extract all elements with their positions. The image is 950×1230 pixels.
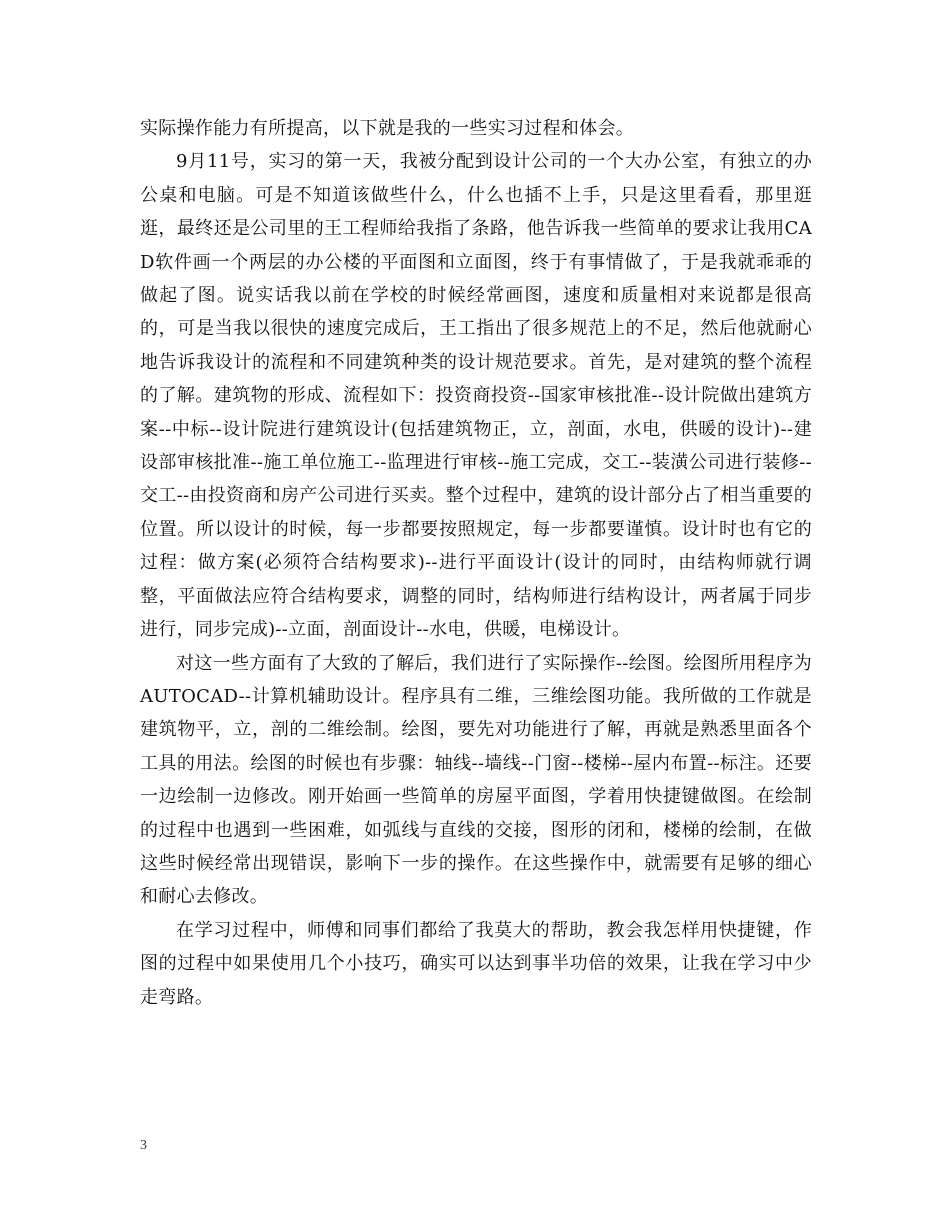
paragraph-1: 实际操作能力有所提高，以下就是我的一些实习过程和体会。 <box>140 118 635 139</box>
document-body <box>140 112 812 1014</box>
page-number: 3 <box>140 1138 147 1153</box>
paragraph-2: 9月11号，实习的第一天，我被分配到设计公司的一个大办公室，有独立的办公桌和电脑。可是不知道该做些什么，什么也插不上手，只是这里看看，那里逛逛，最终还是公司里的王工程师给我指了条路，他告诉我一些简单的要求让我用CAD软件画一个两层的办公楼的平面图和立面图，终于有事情做了，于是我就乖乖的做起了图。说实话我以前在学校的时候经常画图，速度和质量相对来说都是很高的，可是当我以很快的速度完成后，王工指出了很多规范上的不足，然后他就耐心地告诉我设计的流程和不同建筑种类的设计规范要求。首先，是对建筑的整个流程的了解。建筑物的形成、流程如下：投资商投资--国家审核批准--设计院做出建筑方案--中标--设计院进行建筑设计(包括建筑物正，立，剖面，水电，供暖的设计)--建设部审核批准--施工单位施工--监理进行审核--施工完成，交工--装潢公司进行装修--交工--由投资商和房产公司进行买卖。整个过程中，建筑的设计部分占了相当重要的位置。所以设计的时候，每一步都要按照规定，每一步都要谨慎。设计时也有它的过程：做方案(必须符合结构要求)--进行平面设计(设计的同时，由结构师就行调整，平面做法应符合结构要求，调整的同时，结构师进行结构设计，两者属于同步进行，同步完成)--立面，剖面设计--水电，供暖，电梯设计。 <box>140 151 812 641</box>
paragraph-4: 在学习过程中，师傅和同事们都给了我莫大的帮助，教会我怎样用快捷键，作图的过程中如果使用几个小技巧，确实可以达到事半功倍的效果，让我在学习中少走弯路。 <box>140 919 812 1008</box>
paragraph-3: 对这一些方面有了大致的了解后，我们进行了实际操作--绘图。绘图所用程序为AUTOCAD--计算机辅助设计。程序具有二维，三维绘图功能。我所做的工作就是建筑物平，立，剖的二维绘制。绘图，要先对功能进行了解，再就是熟悉里面各个工具的用法。绘图的时候也有步骤：轴线--墙线--门窗--楼梯--屋内布置--标注。还要一边绘制一边修改。刚开始画一些简单的房屋平面图，学着用快捷键做图。在绘制的过程中也遇到一些困难，如弧线与直线的交接，图形的闭和，楼梯的绘制，在做这些时候经常出现错误，影响下一步的操作。在这些操作中，就需要有足够的细心和耐心去修改。 <box>140 652 812 908</box>
